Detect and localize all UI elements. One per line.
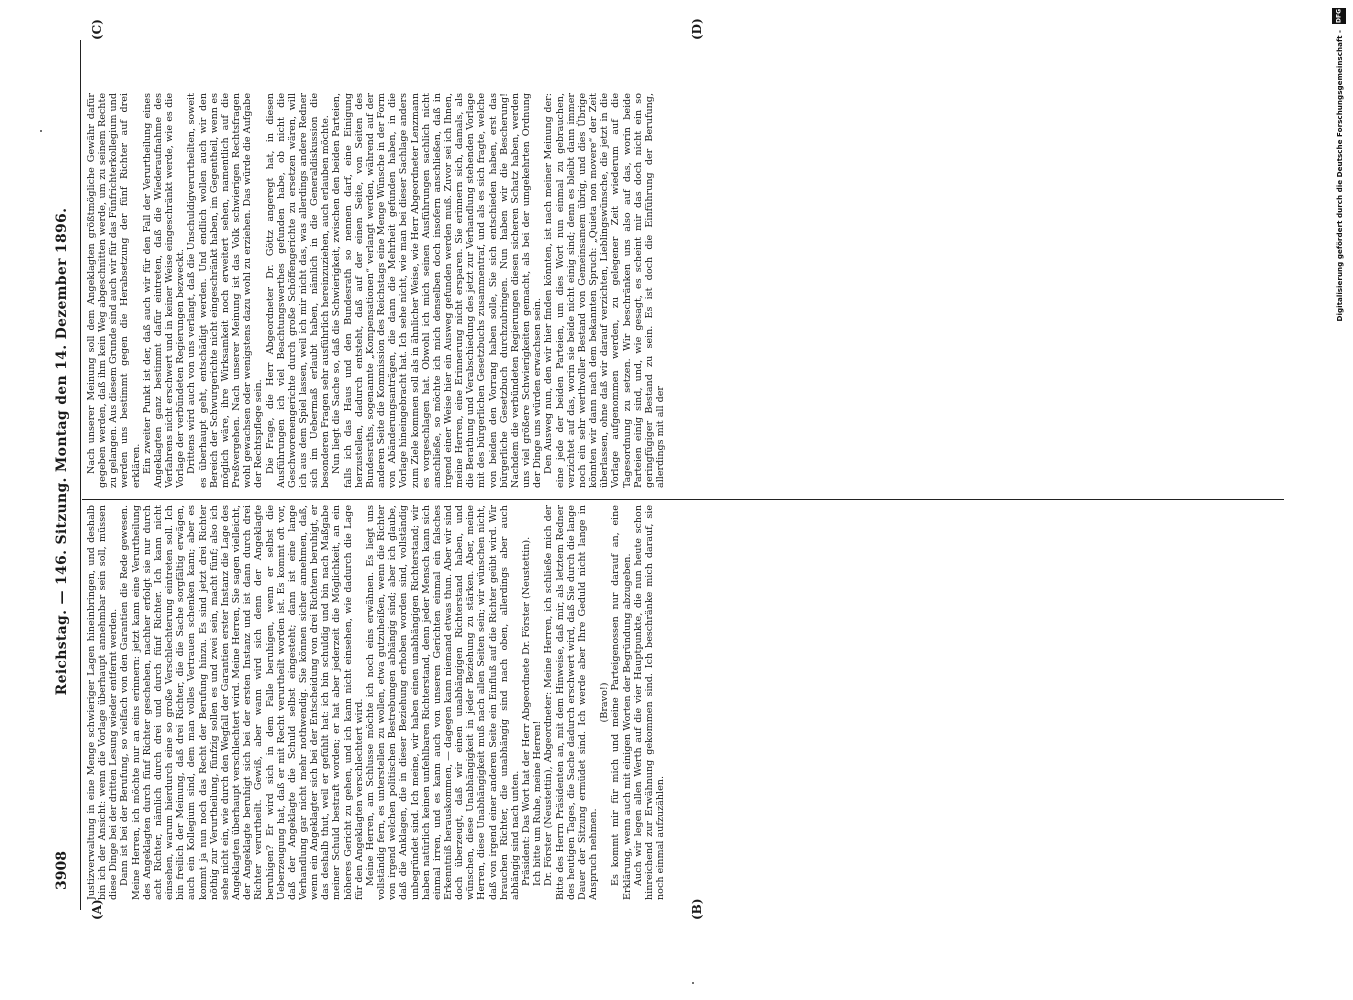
paragraph: (Bravo!): [599, 682, 611, 723]
dfg-logo-icon: DFG: [1332, 8, 1346, 24]
paragraph: Es kommt mir für mich und meine Parteigenossen nur darauf an, eine Erklärung, wenn auch mit einigen Worten der Begründung abzugeben.: [610, 505, 633, 900]
paragraph: Dr. Förster (Neustettin), Abgeordneter: Meine Herren, ich schließe mich der Bitte des Herrn Präsidenten an, mit dem Hinweise, daß mir, als letztem Redner des heutigen Tages, die Sache dadurch erschwert wird, daß Sie durch die lange Dauer der Sitzung ermüdet sind. Ich werde aber Ihre Geduld nicht lange in Anspruch nehmen.: [543, 505, 600, 900]
column-divider: [82, 499, 1284, 500]
margin-letter-d: (D): [690, 18, 704, 40]
paragraph: Drittens wird auch von uns verlangt, daß die Unschuldigverurtheilten, soweit es überhaupt geht, entschädigt werden. Und endlich wollen auch wir den Bereich der Schwurgerichte nicht eingeschränkt haben, im Gegentheil, wenn es möglich wäre, ihre Wirksamkeit noch erweitert sehen, namentlich auf die Preßvergehen. Nach unserer Meinung ist das Volk schwierigen Rechtsfragen wohl gewachsen oder wenigstens dazu wohl zu erziehen. Das würde die Aufgabe der Rechtspflege sein.: [186, 93, 265, 488]
paragraph: Dann ist bei der Berufung, so vielfach von den Garantien die Rede gewesen. Meine Herren, ich möchte nur an eins erinnern: jetzt kann eine Verurtheilung des Angeklagten durch fünf Richter geschehen, nachher erfolgt sie nur durch acht Richter, nämlich durch drei und durch fünf Richter. Ich kann nicht einsehen, warum hierdurch eine so große Verschlechterung eintreten soll. Ich bin freilich der Meinung, daß drei Richter, die die Sache sorgfältig erwägen, auch ein Kollegium sind, dem man volles Vertrauen schenken kann; aber es kommt ja nun noch das Recht der Berufung hinzu. Es sind jetzt drei Richter nöthig zur Verurtheilung, fünfzig sollen es und zwei sein, macht fünf; also ich sehe nicht ein, wie durch den Wegfall der Garantien erster Instanz die Lage des Angeklagten überhaupt verschlechtert wird. Meine Herren, Sie sagen vielleicht, der Angeklagte beruhigt sich bei der ersten Instanz und ist dann durch drei Richter verurtheilt. Gewiß, aber wann wird sich denn der Angeklagte beruhigen? Er wird sich in dem Falle beruhigen, wenn er selbst die Ueberzeugung hat, daß er mit Recht verurtheilt worden ist. Es kommt oft vor, daß der Angeklagte die Schuld selbst eingesteht; dann ist eine lange Verhandlung gar nicht mehr nothwendig. Sie können sicher annehmen, daß, wenn ein Angeklagter sich bei der Entscheidung von drei Richtern beruhigt, er das deshalb thut, weil er gefühlt hat: ich bin schuldig und bin nach Maßgabe meiner Schuld bestraft worden; er hat aber jederzeit die Möglichkeit, an ein höheres Gericht zu gehen, und ich kann nicht einsehen, wie dadurch die Lage für den Angeklagten verschlechtert wird.: [119, 505, 365, 900]
page-title: Reichstag. — 146. Sitzung. Montag den 14. Dezember 1896.: [54, 207, 70, 696]
paragraph: Ein zweiter Punkt ist der, daß auch wir für den Fall der Verurtheilung eines Angeklagten ganz bestimmt dafür eintreten, daß die Wiederaufnahme des Verfahrens nicht erschwert und in keiner Weise eingeschränkt werde, wie es die Vorlage der verbündeten Regierungen bezweckt.: [141, 93, 187, 488]
left-column: [86, 505, 1286, 900]
paragraph: Auch wir legen allen Werth auf die vier Hauptpunkte, die nun heute schon hinreichend zur Erwähnung gekommen sind. Ich beschränke mich darauf, sie noch einmal aufzuzählen.: [632, 505, 666, 900]
paragraph: Ich bitte um Ruhe, meine Herren!: [532, 720, 544, 886]
page-header: [48, 52, 76, 890]
page-number: 3908: [54, 851, 70, 890]
paragraph: Den Ausweg nun, den wir hier finden könnten, ist nach meiner Meinung der: eine jede der beiden Parteien, um dies Wort nun einmal zu gebrauchen, verzichtet auf das, worin sie beide nicht einig sind; denn es bleibt dann immer noch ein sehr werthvoller Bestand von Gemeinsamem übrig, und dies Übrige könnten wir dann nach dem bekannten Spruch: „Quieta non movere“ der Zeit überlassen, ohne daß wir darauf verzichten, Lieblingswünsche, die jetzt in die Vorlage aufgenommen werden, zu gelegener Zeit wiederum auf die Tagesordnung zu setzen. Wir beschränken uns also auf das, worin beide Parteien einig sind, und, wie gesagt, es scheint mir das doch nicht ein so geringfügiger Bestand zu sein. Es ist doch die Einführung der Berufung, allerdings mit all der: [543, 93, 666, 488]
scan-speck: [692, 982, 694, 984]
paragraph: Meine Herren, am Schlusse möchte ich noch eins erwähnen. Es liegt uns vollständig fern, es unterstellen zu wollen, etwa gutzuheißen, wenn die Richter von irgend welchen politischen Bestrebungen abhängig sind; aber ich glaube, daß die Anklagen, die in dieser Beziehung erhoben worden sind, vollständig unbegründet sind. Ich meine, wir haben einen unabhängigen Richterstand; wir haben natürlich keinen unfehlbaren Richterstand, denn jeder Mensch kann sich einmal irren, und es kann auch von unseren Gerichten einmal ein falsches Erkenntniß herauskommen, — dagegen kann niemand etwas thun. Aber wir sind doch überzeugt, daß wir einen unabhängigen Richterstand haben, und wünschen, diese Unabhängigkeit in jeder Beziehung zu stärken. Aber, meine Herren, diese Unabhängigkeit muß nach allen Seiten sein; wir wünschen nicht, daß von irgend einer anderen Seite ein Einfluß auf die Richter geübt wird. Wir brauchen Richter, die unabhängig sind nach oben, allerdings aber auch abhängig sind nach unten.: [364, 505, 521, 900]
digitization-sidebar: [1328, 8, 1350, 992]
paragraph: Nun liegt die Sache so, daß die Schwierigkeit, zwischen den beiden Parteien, falls ich das Haus und den Bundesrath so nennen darf, eine Einigung herzustellen, dadurch entsteht, daß auf der einen Seite, von Seiten des Bundesraths, sogenannte „Kompensationen“ verlangt werden, während auf der anderen Seite die Kommission des Reichstags eine Menge Wünsche in der Form von Abänderungsanträgen, die dann die Mehrheit gefunden haben, in die Vorlage hineingebracht hat. Ich sehe nicht, wie man bei dieser Sachlage anders zum Ziele kommen soll als in ähnlicher Weise, wie Herr Abgeordneter Lenzmann es vorgeschlagen hat. Obwohl ich mich seinen Ausführungen sachlich nicht anschließe, so möchte ich mich denselben doch insofern anschließen, daß in irgend einer Weise hier ein Ausweg gefunden werden muß. Zuvor sei ich Ihnen, meine Herren, eine Erinnerung nicht ersparen. Sie erinnern sich, damals, als die Berathung und Verabschiedung des jetzt zur Verhandlung stehenden Vorlage mit des bürgerlichen Gesetzbuchs zusammentraf, und als es sich fragte, welche von beiden den Vorrang haben solle, Sie sich entschieden haben, erst das bürgerliche Gesetzbuch durchzubringen. Nun haben wir die Bescherung! Nachdem die verbündeten Regierungen diesen sicheren Schatz haben, werden uns viel größere Schwierigkeiten gemacht, als bei der umgekehrten Ordnung der Dinge uns würden erwachsen sein.: [331, 93, 544, 488]
margin-letter-c: (C): [90, 19, 104, 40]
paragraph: Nach unserer Meinung soll dem Angeklagten größtmögliche Gewähr dafür gegeben werden, daß ihm kein Weg abgeschnitten werde, um zu seinem Rechte zu gelangen. Aus diesem Grunde sind auch wir für das Fünfrichterkollegium und werden uns bestimmt gegen die Herabsetzung der fünf Richter auf drei erklären.: [86, 93, 142, 488]
right-column: [86, 93, 1286, 488]
paragraph: Präsident: Das Wort hat der Herr Abgeordnete Dr. Förster (Neustettin).: [521, 536, 533, 886]
margin-letter-a: (A): [90, 899, 104, 920]
digitization-credit: Digitalisierung gefördert durch die Deutsche Forschungsgemeinschaft -: [1334, 30, 1344, 322]
header-rule: [80, 40, 81, 910]
paragraph: Die Frage, die Herr Abgeordneter Dr. Göttz angeregt hat, in diesen Ausführungen ich viel Beachtungswerthes gefunden habe, ob nicht die Geschworenengerichte durch große Schöffengerichte zu ersetzen wären, will ich aus dem Spiel lassen, weil ich mir nicht das, was allerdings andere Redner sich im Uebermaß erlaubt haben, nämlich in die Generaldiskussion die besonderen Fragen sehr ausführlich hereinzuziehen, auch erlauben möchte.: [264, 93, 332, 488]
scan-speck: [40, 130, 42, 132]
margin-letter-b: (B): [690, 898, 704, 920]
paragraph: Justizverwaltung in eine Menge schwieriger Lagen hineinbringen, und deshalb bin ich der Ansicht: wenn die Vorlage überhaupt annehmbar sein soll, müssen diese Dinge bei der dritten Lesung wieder entfernt werden.: [86, 505, 120, 900]
